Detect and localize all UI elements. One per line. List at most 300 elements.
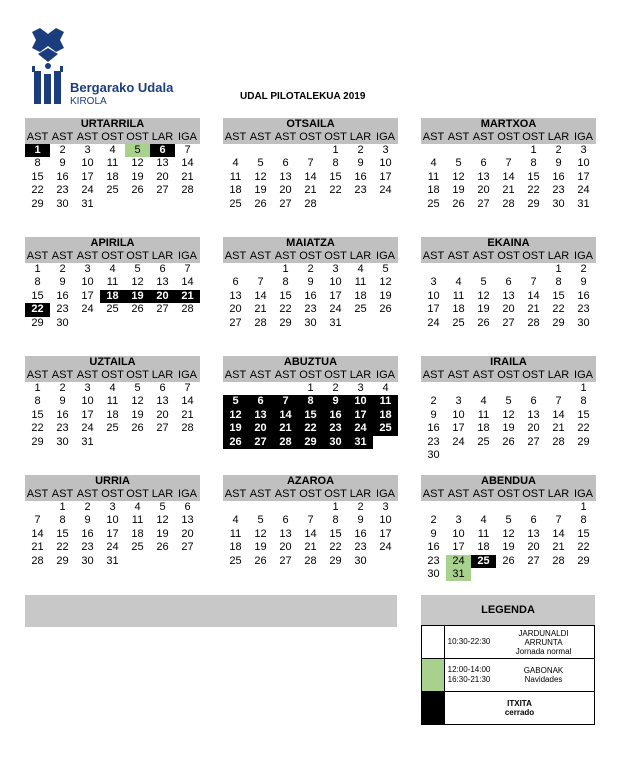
month-name: EKAINA [421,237,596,250]
day-cell: 19 [131,408,144,421]
weekday-label: AST [224,369,247,381]
day-cell: 11 [427,170,440,183]
day-cell: 28 [304,554,317,567]
weekday-label: IGA [574,131,593,143]
day-cell: 13 [248,409,273,422]
weekday-label: AST [224,131,247,143]
day-grid [223,501,398,568]
day-cell: 21 [273,422,298,435]
day-cell: 6 [184,501,191,513]
day-cell: 21 [304,541,317,554]
day-cell: 10 [329,276,342,289]
day-cell: 17 [452,422,465,435]
day-cell: 24 [452,435,465,448]
weekday-label: AST [472,131,495,143]
day-cell: 29 [298,436,323,449]
day-cell: 7 [555,514,562,527]
empty-cell [25,501,50,514]
empty-cell [471,382,496,395]
day-cell: 28 [304,197,317,210]
legend-swatch [422,692,445,724]
day-cell: 23 [427,435,440,448]
day-cell: 6 [530,514,537,527]
weekday-label: OST [497,369,520,381]
month-maiatza [223,237,398,330]
day-cell: 2 [430,514,437,527]
day-cell: 11 [354,276,367,289]
day-cell: 26 [379,303,392,316]
day-cell: 6 [282,157,289,170]
day-cell: 9 [59,157,66,170]
day-cell: 27 [527,435,540,448]
month-abuztua [223,356,398,449]
day-cell: 6 [480,157,487,170]
day-cell: 2 [555,144,562,156]
weekday-label: AST [26,369,49,381]
day-cell: 2 [580,263,587,275]
day-cell: 24 [446,555,471,568]
day-cell: 7 [307,514,314,527]
day-cell: 20 [248,422,273,435]
day-cell: 30 [56,435,69,448]
day-cell: 8 [298,395,323,408]
weekday-label: IGA [376,131,395,143]
weekday-label: AST [26,488,49,500]
day-cell: 31 [348,436,373,449]
empty-cell [446,382,471,395]
weekday-label: AST [447,369,470,381]
day-cell: 24 [348,422,373,435]
empty-cell [248,501,273,514]
day-cell: 26 [156,541,169,554]
day-cell: 20 [502,303,515,316]
day-cell: 22 [56,541,69,554]
weekday-label: IGA [178,488,197,500]
day-cell: 5 [257,157,264,170]
weekday-header [421,131,596,144]
weekday-label: AST [26,131,49,143]
month-name: AZAROA [223,475,398,488]
month-urtarrila [25,118,200,211]
legend-title: LEGENDA [421,595,595,625]
day-cell: 31 [81,197,94,210]
empty-cell [223,144,248,157]
empty-cell [421,501,446,514]
day-cell: 7 [530,276,537,289]
brand-subtitle: KIROLA [70,96,107,107]
day-cell: 3 [430,276,437,289]
day-cell: 6 [159,382,166,394]
empty-cell [496,382,521,395]
day-cell: 11 [106,157,119,170]
day-cell: 4 [232,514,239,527]
weekday-label: AST [447,131,470,143]
weekday-label: LAR [151,131,174,143]
day-cell: 23 [56,184,69,197]
day-cell: 3 [109,501,116,513]
day-cell: 28 [181,422,194,435]
day-cell: 20 [527,422,540,435]
day-cell: 17 [81,289,94,302]
day-cell: 7 [184,263,191,275]
day-grid [421,144,596,211]
day-cell: 30 [56,197,69,210]
day-cell: 21 [181,170,194,183]
day-cell: 29 [31,316,44,329]
legend-line: ARRUNTA [524,637,563,647]
day-cell: 11 [477,527,490,540]
weekday-label: AST [249,488,272,500]
day-cell: 16 [552,170,565,183]
weekday-header [25,131,200,144]
weekday-label: OST [324,131,347,143]
weekday-label: AST [447,488,470,500]
day-cell: 23 [552,184,565,197]
weekday-header [421,488,596,501]
day-cell: 29 [279,316,292,329]
month-name: APIRILA [25,237,200,250]
day-cell: 18 [106,170,119,183]
day-cell: 5 [505,514,512,527]
month-name: UZTAILA [25,356,200,369]
day-cell: 27 [502,316,515,329]
day-cell: 30 [577,316,590,329]
day-cell: 4 [357,263,364,275]
month-azaroa [223,475,398,568]
day-cell: 18 [452,303,465,316]
weekday-label: OST [101,250,124,262]
day-cell: 9 [430,527,437,540]
weekday-label: LAR [151,250,174,262]
day-cell: 28 [181,303,194,316]
day-cell: 30 [427,448,440,461]
day-cell: 13 [156,276,169,289]
legend-line: Navidades [524,675,563,684]
day-cell: 23 [56,303,69,316]
day-cell: 4 [480,395,487,408]
day-cell: 18 [106,408,119,421]
weekday-label: OST [101,131,124,143]
weekday-label: OST [299,369,322,381]
day-cell: 15 [31,289,44,302]
weekday-label: AST [472,250,495,262]
empty-cell [298,144,323,157]
weekday-label: AST [76,131,99,143]
weekday-label: IGA [574,488,593,500]
month-abendua [421,475,596,581]
day-cell: 3 [382,144,389,156]
day-cell: 30 [81,554,94,567]
day-cell: 1 [530,144,537,156]
day-cell: 16 [56,289,69,302]
notes-bar [25,595,397,627]
day-cell: 4 [232,157,239,170]
day-cell: 13 [527,527,540,540]
day-grid [223,144,398,211]
day-cell: 19 [254,541,267,554]
weekday-label: AST [274,369,297,381]
empty-cell [546,501,571,514]
day-cell: 10 [452,527,465,540]
legend-label [493,626,594,658]
legend-swatch [422,659,445,691]
day-cell: 7 [257,276,264,289]
day-cell: 15 [31,170,44,183]
day-cell: 30 [56,316,69,329]
day-cell: 16 [427,422,440,435]
month-name: OTSAILA [223,118,398,131]
day-cell: 3 [455,514,462,527]
weekday-label: OST [299,250,322,262]
day-cell: 14 [527,289,540,302]
day-cell: 17 [348,409,373,422]
day-cell: 11 [106,395,119,408]
month-name: ABUZTUA [223,356,398,369]
empty-cell [223,263,248,276]
day-cell: 11 [106,276,119,289]
day-cell: 10 [81,395,94,408]
day-cell: 6 [505,276,512,289]
day-cell: 14 [304,170,317,183]
day-cell: 22 [552,303,565,316]
weekday-label: OST [522,488,545,500]
day-cell: 10 [106,514,119,527]
month-martxoa [421,118,596,211]
empty-cell [421,263,446,276]
weekday-label: AST [76,488,99,500]
day-cell: 22 [31,184,44,197]
month-name: MARTXOA [421,118,596,131]
day-cell: 12 [477,289,490,302]
day-cell: 2 [59,263,66,275]
day-cell: 15 [31,408,44,421]
day-cell: 3 [455,395,462,408]
day-cell: 10 [427,289,440,302]
weekday-label: LAR [349,131,372,143]
day-cell: 18 [100,290,125,303]
weekday-label: LAR [349,369,372,381]
day-cell: 13 [279,527,292,540]
day-cell: 13 [156,157,169,170]
day-cell: 26 [452,197,465,210]
day-cell: 27 [156,184,169,197]
day-cell: 27 [156,422,169,435]
day-cell: 3 [580,144,587,156]
day-cell: 29 [31,197,44,210]
day-cell: 23 [427,554,440,567]
empty-cell [298,501,323,514]
day-cell: 22 [527,184,540,197]
weekday-label: AST [51,131,74,143]
weekday-label: OST [126,369,149,381]
day-cell: 17 [379,170,392,183]
day-grid [25,501,200,568]
empty-cell [546,382,571,395]
empty-cell [421,382,446,395]
day-cell: 26 [502,435,515,448]
day-cell: 14 [273,409,298,422]
day-cell: 18 [131,527,144,540]
day-cell: 17 [106,527,119,540]
day-cell: 5 [480,276,487,289]
day-cell: 19 [156,527,169,540]
day-cell: 15 [298,409,323,422]
weekday-label: LAR [349,488,372,500]
day-cell: 24 [379,541,392,554]
day-grid [421,263,596,330]
weekday-label: AST [274,488,297,500]
day-cell: 20 [150,290,175,303]
day-cell: 16 [56,170,69,183]
day-cell: 4 [480,514,487,527]
day-cell: 8 [580,395,587,408]
legend-swatch [422,626,445,658]
day-cell: 6 [282,514,289,527]
day-cell: 13 [229,289,242,302]
day-cell: 27 [279,554,292,567]
day-cell: 5 [505,395,512,408]
day-cell: 1 [282,263,289,275]
weekday-label: OST [522,250,545,262]
day-cell: 18 [373,409,398,422]
weekday-label: LAR [547,488,570,500]
weekday-header [25,488,200,501]
day-cell: 14 [502,170,515,183]
day-grid [25,144,200,211]
legend-time: 12:00-14:00 16:30-21:30 [447,665,491,684]
day-cell: 24 [577,184,590,197]
weekday-label: OST [126,250,149,262]
day-cell: 26 [254,554,267,567]
day-cell: 21 [304,184,317,197]
empty-cell [223,382,248,395]
month-apirila [25,237,200,330]
day-cell: 1 [34,382,41,394]
legend-line: ITXITA [507,699,532,708]
day-cell: 12 [502,408,515,421]
day-cell: 3 [382,501,389,513]
weekday-label: OST [126,131,149,143]
day-cell: 13 [181,514,194,527]
weekday-label: LAR [349,250,372,262]
day-cell: 15 [279,289,292,302]
day-cell: 29 [329,554,342,567]
weekday-header [25,369,200,382]
day-grid [25,263,200,330]
empty-cell [521,382,546,395]
day-cell: 26 [223,436,248,449]
day-cell: 18 [477,541,490,554]
day-grid [421,501,596,581]
day-cell: 18 [229,184,242,197]
weekday-label: IGA [574,250,593,262]
day-cell: 7 [184,144,191,156]
weekday-label: LAR [151,488,174,500]
day-cell: 25 [452,316,465,329]
day-cell: 12 [156,514,169,527]
day-cell: 1 [59,501,66,513]
month-name: ABENDUA [421,475,596,488]
day-cell: 31 [329,316,342,329]
day-cell: 24 [106,541,119,554]
day-cell: 12 [131,157,144,170]
weekday-label: OST [299,488,322,500]
day-cell: 30 [354,554,367,567]
day-cell: 29 [577,554,590,567]
day-cell: 16 [577,289,590,302]
day-cell: 19 [502,422,515,435]
day-cell: 22 [329,541,342,554]
empty-cell [248,382,273,395]
day-cell: 23 [354,184,367,197]
day-cell: 25 [373,422,398,435]
day-cell: 16 [323,409,348,422]
day-cell: 28 [254,316,267,329]
day-cell: 10 [81,157,94,170]
month-iraila [421,356,596,462]
empty-cell [521,263,546,276]
day-cell: 19 [125,290,150,303]
day-cell: 6 [159,263,166,275]
day-cell: 3 [84,144,91,156]
day-cell: 30 [323,436,348,449]
day-cell: 25 [106,303,119,316]
day-cell: 31 [106,554,119,567]
empty-cell [446,263,471,276]
weekday-label: LAR [547,250,570,262]
weekday-label: IGA [178,250,197,262]
legend-row [421,625,595,659]
weekday-label: AST [224,488,247,500]
day-cell: 28 [273,436,298,449]
day-cell: 14 [181,157,194,170]
day-cell: 23 [304,303,317,316]
day-cell: 15 [329,527,342,540]
day-cell: 7 [505,157,512,170]
month-uztaila [25,356,200,449]
day-cell: 23 [577,303,590,316]
day-cell: 2 [357,501,364,513]
day-cell: 15 [577,408,590,421]
day-cell: 25 [477,435,490,448]
weekday-label: AST [422,250,445,262]
weekday-label: OST [522,131,545,143]
weekday-label: OST [126,488,149,500]
day-cell: 20 [527,541,540,554]
day-cell: 12 [502,527,515,540]
day-cell: 22 [577,422,590,435]
day-cell: 22 [329,184,342,197]
day-cell: 9 [357,157,364,170]
legend-row [421,659,595,692]
day-cell: 11 [373,395,398,408]
day-cell: 8 [332,514,339,527]
day-cell: 5 [125,144,150,157]
day-cell: 10 [577,157,590,170]
day-cell: 17 [427,303,440,316]
day-cell: 12 [254,170,267,183]
day-cell: 5 [134,382,141,394]
day-cell: 27 [156,303,169,316]
legend-line: Jornada normal [515,646,572,656]
day-cell: 15 [577,527,590,540]
day-cell: 25 [471,555,496,568]
day-cell: 3 [84,382,91,394]
day-cell: 23 [56,422,69,435]
day-cell: 16 [81,527,94,540]
day-cell: 27 [181,541,194,554]
day-cell: 15 [552,289,565,302]
